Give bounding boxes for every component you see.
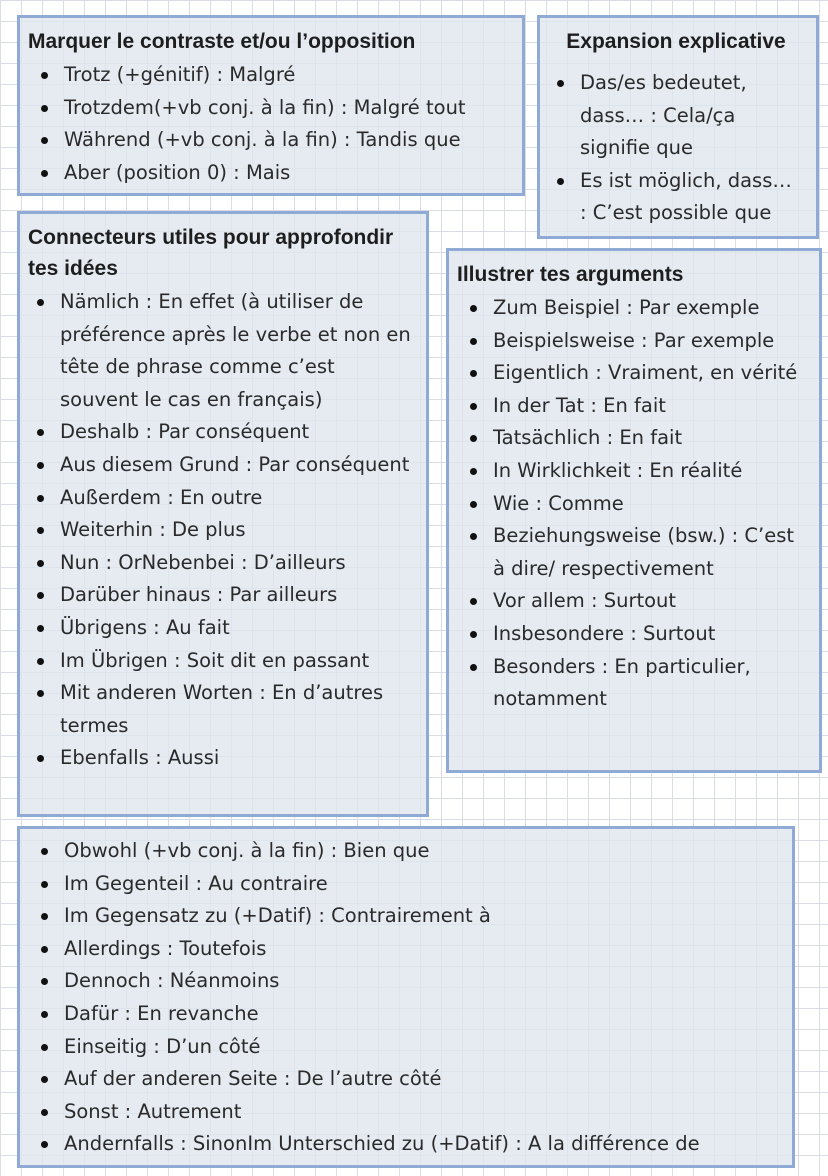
list-item: Zum Beispiel : Par exemple [461, 292, 807, 325]
list-item: Eigentlich : Vraiment, en vérité [461, 357, 807, 390]
list-item: Beziehungsweise (bsw.) : C’est à dire/ respectivement [461, 520, 807, 585]
list-item: Tatsächlich : En fait [461, 422, 807, 455]
connecteurs-title: Connecteurs utiles pour approfondir tes idées [28, 226, 394, 280]
list-item: Aber (position 0) : Mais [32, 157, 510, 190]
list-item: Allerdings : Toutefois [32, 933, 780, 966]
list-item: Es ist möglich, dass… : C’est possible que [548, 165, 804, 230]
list-item: Nun : OrNebenbei : D’ailleurs [28, 547, 414, 580]
expansion-box [537, 15, 819, 239]
connecteurs-box [17, 211, 429, 817]
list-item: Mit anderen Worten : En d’autres termes [28, 677, 414, 742]
list-item: Außerdem : En outre [28, 482, 414, 515]
list-item: Im Gegensatz zu (+Datif) : Contrairement à [32, 900, 780, 933]
opposition-box [17, 826, 795, 1168]
list-item: Andernfalls : SinonIm Unterschied zu (+Datif) : A la différence de [32, 1128, 780, 1161]
expansion-title: Expansion explicative [566, 30, 786, 53]
expansion-list [548, 67, 804, 230]
list-item: Wie : Comme [461, 488, 807, 521]
list-item: Weiterhin : De plus [28, 514, 414, 547]
list-item: Trotz (+génitif) : Malgré [32, 59, 510, 92]
list-item: In Wirklichkeit : En réalité [461, 455, 807, 488]
list-item: Während (+vb conj. à la fin) : Tandis que [32, 124, 510, 157]
list-item: Vor allem : Surtout [461, 585, 807, 618]
illustrer-box [446, 248, 822, 773]
illustrer-list [457, 292, 807, 716]
contrast-title: Marquer le contraste et/ou l’opposition [28, 30, 416, 53]
contrast-list [28, 59, 510, 189]
list-item: Besonders : En particulier, notamment [461, 651, 807, 716]
list-item: Übrigens : Au fait [28, 612, 414, 645]
connecteurs-list [28, 286, 414, 775]
list-item: Obwohl (+vb conj. à la fin) : Bien que [32, 835, 780, 868]
list-item: Sonst : Autrement [32, 1096, 780, 1129]
list-item: In der Tat : En fait [461, 390, 807, 423]
list-item: Nämlich : En effet (à utiliser de préférence après le verbe et non en tête de phrase comme c’est souvent le cas en français) [28, 286, 414, 416]
list-item: Aus diesem Grund : Par conséquent [28, 449, 414, 482]
list-item: Darüber hinaus : Par ailleurs [28, 579, 414, 612]
list-item: Dafür : En revanche [32, 998, 780, 1031]
list-item: Beispielsweise : Par exemple [461, 325, 807, 358]
opposition-list [28, 835, 780, 1161]
list-item: Dennoch : Néanmoins [32, 965, 780, 998]
list-item: Ebenfalls : Aussi [28, 742, 414, 775]
contrast-box [17, 15, 525, 196]
list-item: Im Gegenteil : Au contraire [32, 868, 780, 901]
list-item: Insbesondere : Surtout [461, 618, 807, 651]
list-item: Das/es bedeutet, dass… : Cela/ça signifie que [548, 67, 804, 165]
list-item: Deshalb : Par conséquent [28, 416, 414, 449]
list-item: Auf der anderen Seite : De l’autre côté [32, 1063, 780, 1096]
list-item: Trotzdem(+vb conj. à la fin) : Malgré tout [32, 92, 510, 125]
list-item: Im Übrigen : Soit dit en passant [28, 645, 414, 678]
illustrer-title: Illustrer tes arguments [457, 263, 684, 286]
list-item: Einseitig : D’un côté [32, 1031, 780, 1064]
